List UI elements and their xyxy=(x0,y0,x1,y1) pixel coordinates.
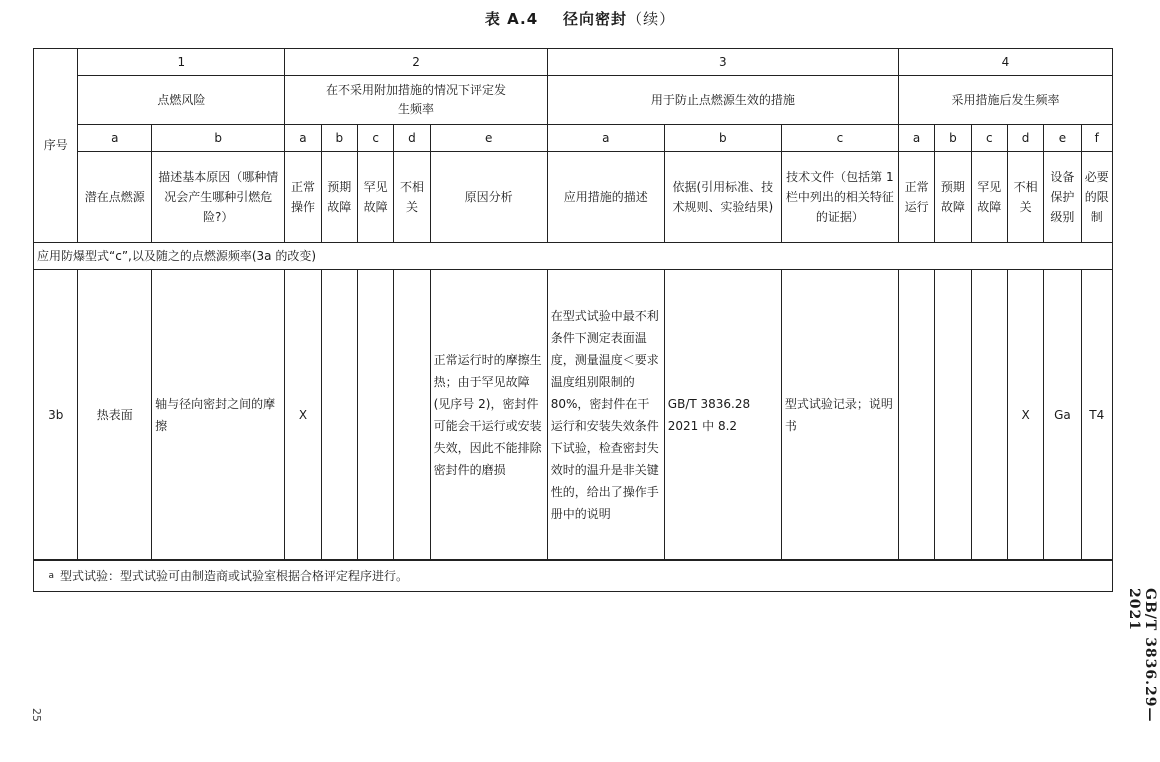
seq-header: 序号 xyxy=(34,49,78,243)
standard-code: GB/T 3836.29—2021 xyxy=(1126,588,1158,723)
col-desc: 罕见故障 xyxy=(357,152,393,243)
footnote xyxy=(34,560,1113,592)
table-title-label: 表 A.4 xyxy=(484,10,539,28)
cell-after-rare xyxy=(971,270,1007,561)
col-desc: 预期故障 xyxy=(935,152,971,243)
col-letter: d xyxy=(394,125,430,152)
cell-normal: X xyxy=(285,270,321,561)
col-desc: 正常运行 xyxy=(898,152,934,243)
cell-after-normal xyxy=(898,270,934,561)
group2-title: 在不采用附加措施的情况下评定发生频率 xyxy=(285,76,547,125)
cell-techdoc: 型式试验记录；说明书 xyxy=(781,270,898,561)
cell-source: 热表面 xyxy=(78,270,152,561)
col-desc: 预期故障 xyxy=(321,152,357,243)
col-desc: 不相关 xyxy=(1007,152,1043,243)
section-row: 应用防爆型式“c”,以及随之的点燃源频率(3a 的改变) xyxy=(34,243,1113,270)
cell-seq: 3b xyxy=(34,270,78,561)
page-number: 25 xyxy=(30,708,43,722)
col-letter: c xyxy=(357,125,393,152)
cell-limit: T4 xyxy=(1081,270,1112,561)
group3-num: 3 xyxy=(547,49,898,76)
col-letter: c xyxy=(781,125,898,152)
risk-table xyxy=(33,48,1113,592)
footnote-text: 型式试验：型式试验可由制造商或试验室根据合格评定程序进行。 xyxy=(59,568,408,583)
footnote-mark: a xyxy=(48,570,54,581)
col-letter: c xyxy=(971,125,1007,152)
col-letter: d xyxy=(1007,125,1043,152)
group4-num: 4 xyxy=(898,49,1112,76)
cell-expected xyxy=(321,270,357,561)
group1-title: 点燃风险 xyxy=(78,76,285,125)
col-letter: b xyxy=(321,125,357,152)
col-letter: a xyxy=(78,125,152,152)
col-desc: 正常操作 xyxy=(285,152,321,243)
col-desc: 技术文件（包括第 1 栏中列出的相关特征的证据） xyxy=(781,152,898,243)
col-letter: e xyxy=(1044,125,1081,152)
col-letter: a xyxy=(547,125,664,152)
col-letter: b xyxy=(935,125,971,152)
table-row xyxy=(34,270,1113,561)
col-letter: a xyxy=(285,125,321,152)
group2-num: 2 xyxy=(285,49,547,76)
cell-irrelevant xyxy=(394,270,430,561)
cell-analysis: 正常运行时的摩擦生热；由于罕见故障(见序号 2)，密封件可能会干运行或安装失效，因此不能排除密封件的磨损 xyxy=(430,270,547,561)
col-desc: 必要的限制 xyxy=(1081,152,1112,243)
cell-rare xyxy=(357,270,393,561)
cell-after-irrelevant: X xyxy=(1007,270,1043,561)
cell-measure: 在型式试验中最不利条件下测定表面温度，测量温度＜要求温度组别限制的 80%，密封件在干运行和安装失效条件下试验，检查密封失效时的温升是非关键性的，给出了操作手册中的说明 xyxy=(547,270,664,561)
group1-num: 1 xyxy=(78,49,285,76)
col-letter: b xyxy=(664,125,781,152)
col-desc: 描述基本原因（哪种情况会产生哪种引燃危险?） xyxy=(152,152,285,243)
cell-cause: 轴与径向密封之间的摩擦 xyxy=(152,270,285,561)
cell-after-expected xyxy=(935,270,971,561)
group4-title: 采用措施后发生频率 xyxy=(898,76,1112,125)
table-title-name: 径向密封 xyxy=(563,10,628,28)
col-desc: 不相关 xyxy=(394,152,430,243)
col-letter: a xyxy=(898,125,934,152)
col-desc: 罕见故障 xyxy=(971,152,1007,243)
col-desc: 应用措施的描述 xyxy=(547,152,664,243)
table-title xyxy=(0,8,1160,29)
col-desc: 设备保护级别 xyxy=(1044,152,1081,243)
cell-basis: GB/T 3836.28 2021 中 8.2 xyxy=(664,270,781,561)
col-letter: f xyxy=(1081,125,1112,152)
col-desc: 潜在点燃源 xyxy=(78,152,152,243)
col-letter: e xyxy=(430,125,547,152)
group3-title: 用于防止点燃源生效的措施 xyxy=(547,76,898,125)
col-letter: b xyxy=(152,125,285,152)
col-desc: 原因分析 xyxy=(430,152,547,243)
table-title-cont: （续） xyxy=(627,10,676,28)
col-desc: 依据(引用标准、技术规则、实验结果) xyxy=(664,152,781,243)
cell-epl: Ga xyxy=(1044,270,1081,561)
